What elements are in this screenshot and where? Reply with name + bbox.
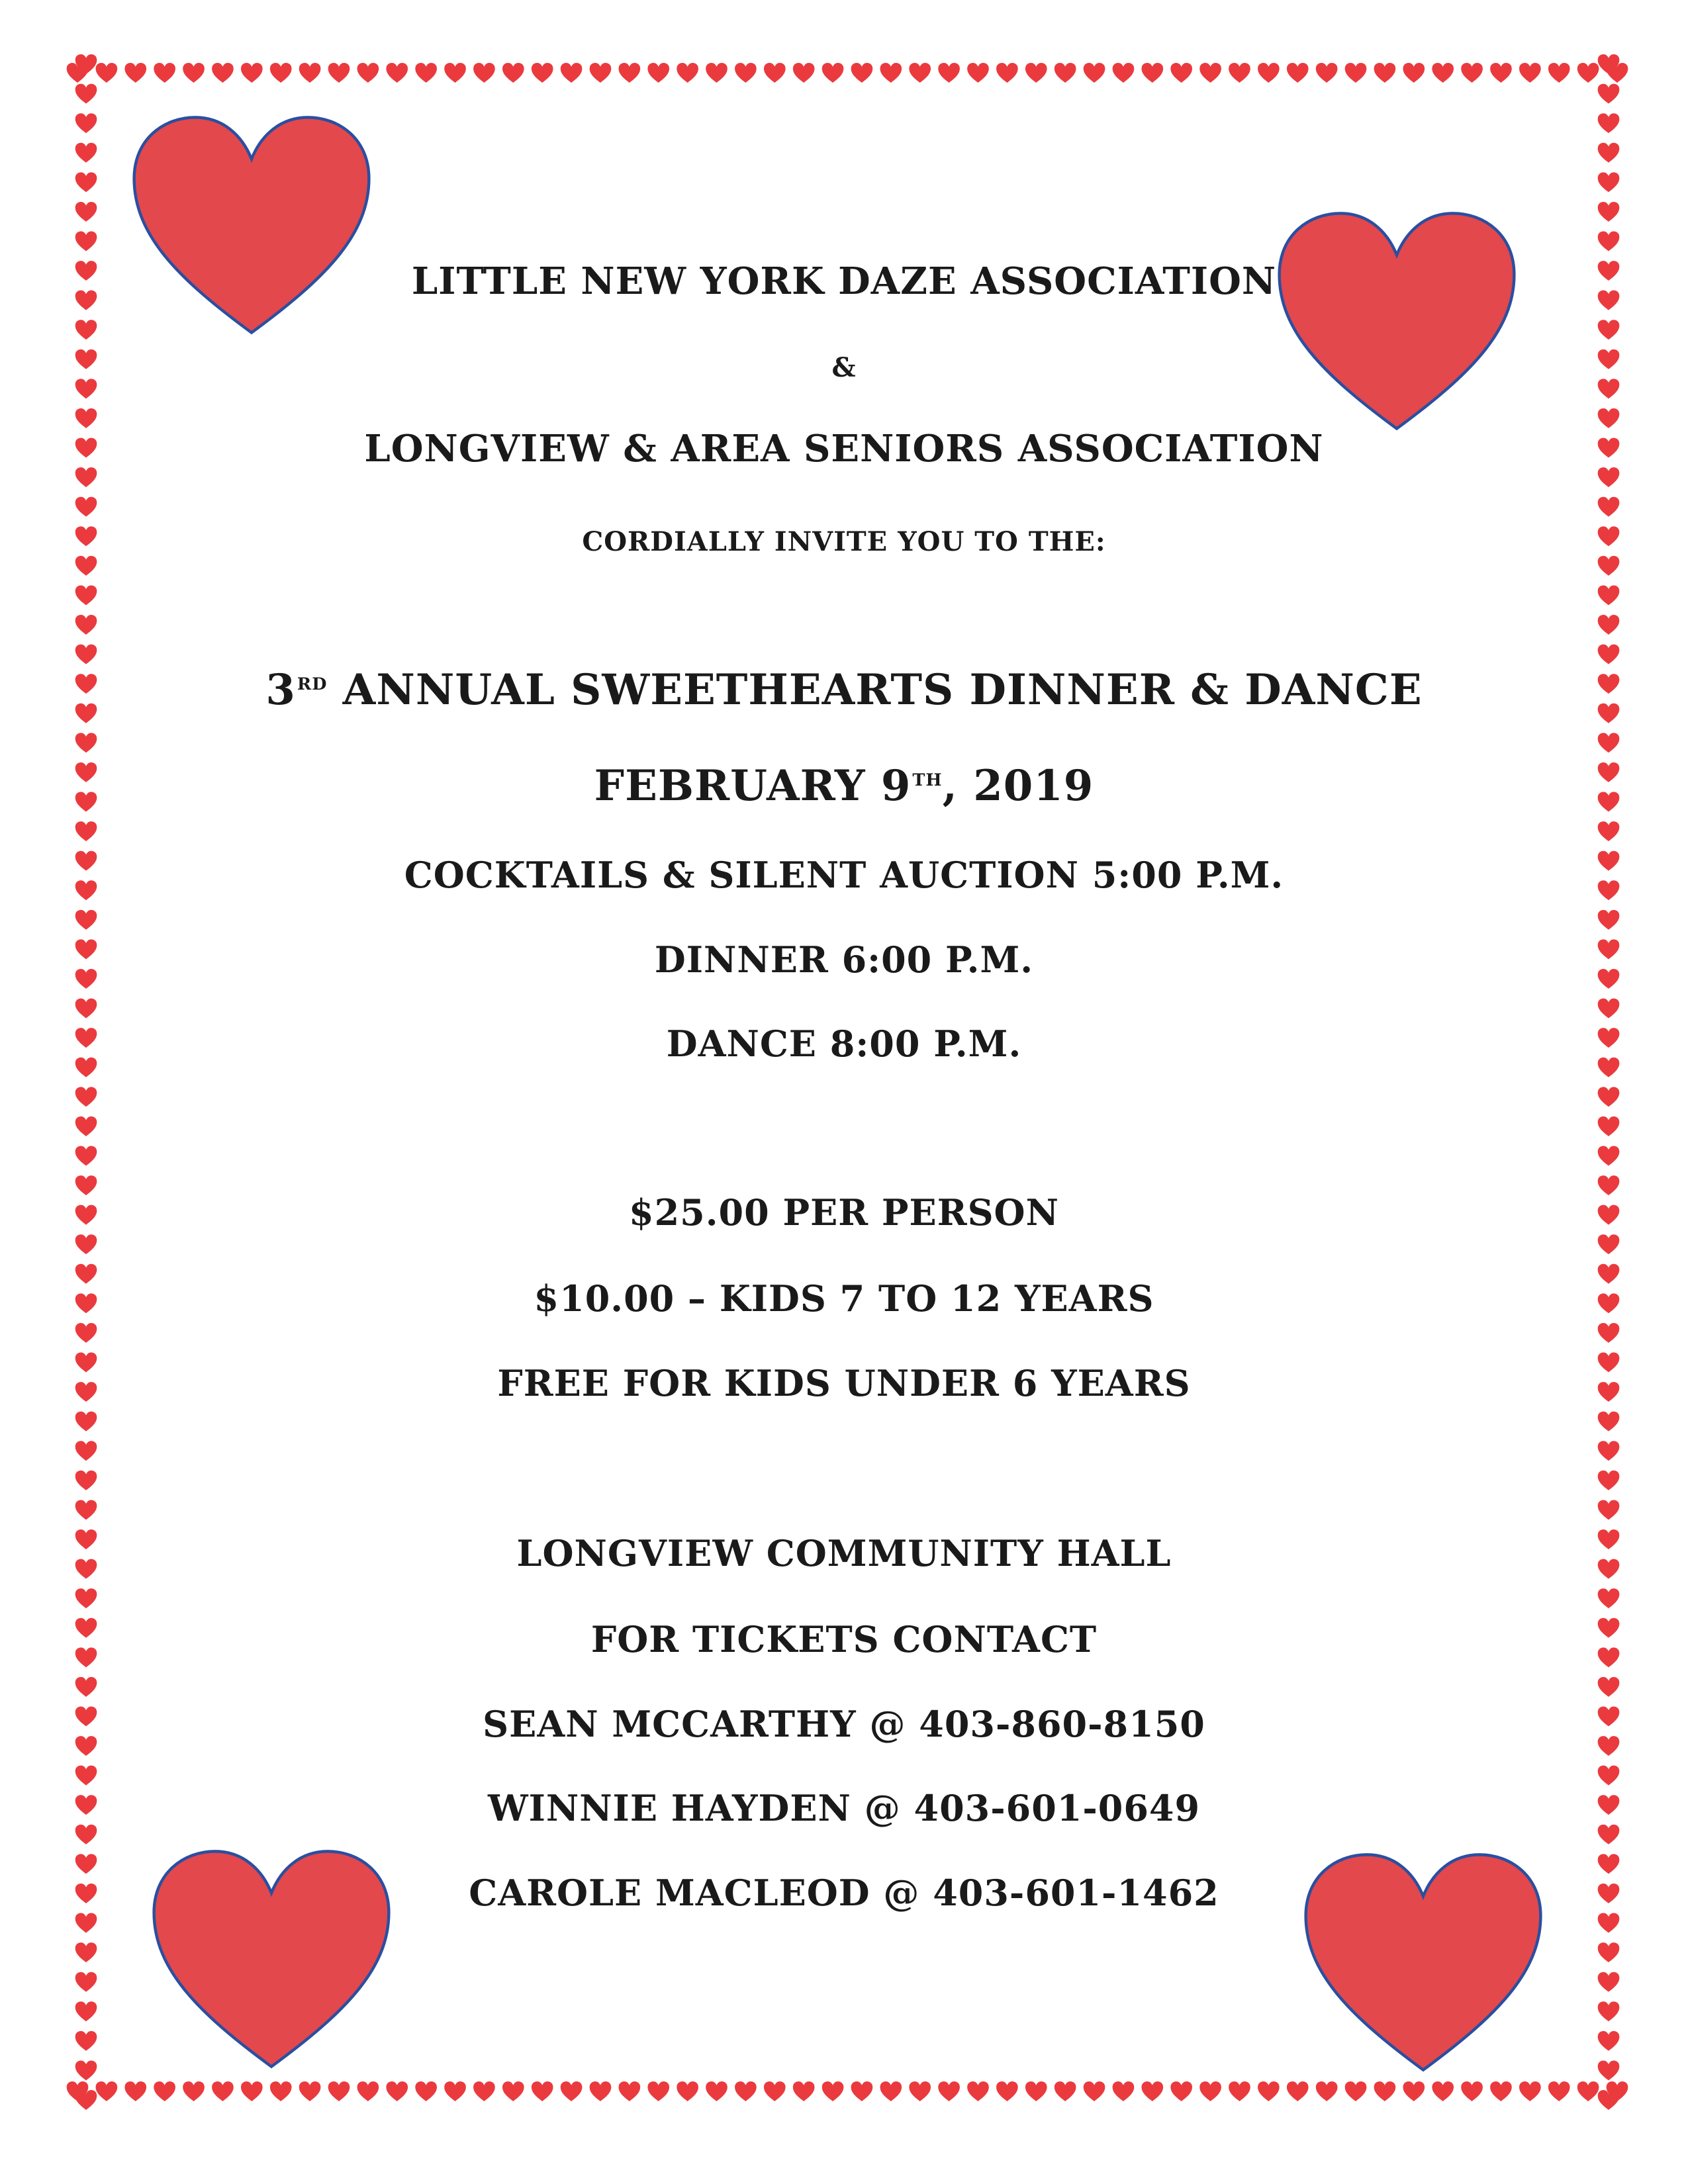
border-heart-icon	[75, 172, 97, 192]
organization-name-1: LITTLE NEW YORK DAZE ASSOCIATION	[411, 259, 1277, 303]
border-heart-icon	[473, 2081, 495, 2101]
border-heart-icon	[822, 2081, 844, 2101]
border-heart-icon	[1287, 63, 1309, 83]
free-kids-price: FREE FOR KIDS UNDER 6 YEARS	[497, 1362, 1191, 1404]
dinner-time: DINNER 6:00 P.M.	[654, 938, 1034, 981]
border-heart-icon	[75, 143, 97, 163]
border-heart-icon	[1598, 2060, 1620, 2080]
border-heart-icon	[75, 1854, 97, 1874]
border-heart-icon	[1598, 1588, 1620, 1608]
border-heart-icon	[1598, 202, 1620, 222]
border-heart-icon	[1025, 2081, 1047, 2101]
border-heart-icon	[1199, 2081, 1221, 2101]
border-heart-icon	[1598, 320, 1620, 340]
cocktails-time: COCKTAILS & SILENT AUCTION 5:00 P.M.	[404, 854, 1284, 896]
border-heart-icon	[677, 2081, 698, 2101]
border-heart-icon	[677, 63, 698, 83]
border-heart-icon	[967, 63, 989, 83]
venue-name: LONGVIEW COMMUNITY HALL	[516, 1532, 1172, 1574]
border-heart-icon	[357, 63, 379, 83]
border-heart-icon	[909, 63, 931, 83]
border-heart-icon	[1598, 1471, 1620, 1490]
border-heart-icon	[1432, 63, 1454, 83]
border-heart-icon	[75, 1441, 97, 1461]
contact-2: WINNIE HAYDEN @ 403-601-0649	[487, 1787, 1201, 1829]
border-heart-icon	[1598, 172, 1620, 192]
border-heart-icon	[938, 63, 960, 83]
border-heart-icon	[1598, 84, 1620, 104]
border-heart-icon	[1258, 2081, 1280, 2101]
border-heart-icon	[764, 2081, 786, 2101]
border-heart-icon	[735, 2081, 757, 2101]
border-heart-icon	[1598, 2001, 1620, 2021]
border-heart-icon	[473, 63, 495, 83]
border-heart-icon	[75, 54, 97, 74]
border-heart-icon	[1374, 63, 1396, 83]
ordinal-number: 3	[265, 665, 296, 715]
border-heart-icon	[590, 2081, 612, 2101]
event-date-year: , 2019	[942, 761, 1094, 811]
border-heart-icon	[1519, 2081, 1541, 2101]
border-heart-icon	[647, 63, 669, 83]
border-heart-icon	[1548, 2081, 1570, 2101]
border-heart-icon	[1598, 1766, 1620, 1786]
border-heart-icon	[502, 63, 524, 83]
border-heart-icon	[619, 63, 641, 83]
border-heart-icon	[328, 63, 350, 83]
border-heart-icon	[357, 2081, 379, 2101]
dance-time: DANCE 8:00 P.M.	[666, 1023, 1022, 1065]
border-heart-icon	[880, 63, 902, 83]
border-heart-icon	[1598, 1913, 1620, 1933]
border-heart-icon	[1598, 999, 1620, 1019]
border-heart-icon	[1598, 113, 1620, 133]
border-heart-icon	[75, 1087, 97, 1107]
border-heart-icon	[793, 2081, 815, 2101]
border-heart-icon	[996, 2081, 1018, 2101]
border-heart-icon	[1199, 63, 1221, 83]
border-heart-icon	[822, 63, 844, 83]
border-heart-icon	[75, 733, 97, 752]
border-heart-icon	[1598, 556, 1620, 576]
border-heart-icon	[75, 1588, 97, 1608]
border-heart-icon	[75, 1412, 97, 1432]
border-heart-icon	[532, 63, 553, 83]
border-heart-icon	[75, 1323, 97, 1343]
border-heart-icon	[647, 2081, 669, 2101]
border-heart-icon	[1598, 1323, 1620, 1343]
border-heart-icon	[1598, 54, 1620, 74]
border-heart-icon	[1490, 63, 1512, 83]
adult-price: $25.00 PER PERSON	[629, 1191, 1059, 1234]
border-heart-icon	[1403, 2081, 1425, 2101]
border-heart-icon	[1598, 1942, 1620, 1962]
border-heart-icon	[706, 2081, 727, 2101]
border-heart-icon	[75, 1471, 97, 1490]
border-heart-icon	[1598, 1412, 1620, 1432]
border-heart-icon	[502, 2081, 524, 2101]
border-heart-icon	[241, 63, 263, 83]
border-heart-icon	[1170, 63, 1192, 83]
border-heart-icon	[1113, 2081, 1135, 2101]
border-heart-icon	[75, 232, 97, 251]
border-heart-icon	[996, 63, 1018, 83]
border-heart-icon	[1598, 1500, 1620, 1520]
border-heart-icon	[75, 2060, 97, 2080]
border-heart-icon	[386, 63, 408, 83]
border-heart-icon	[619, 2081, 641, 2101]
border-heart-icon	[75, 497, 97, 517]
border-heart-icon	[909, 2081, 931, 2101]
border-heart-icon	[1598, 2031, 1620, 2051]
border-heart-icon	[1598, 1441, 1620, 1461]
border-heart-icon	[1598, 232, 1620, 251]
border-heart-icon	[1432, 2081, 1454, 2101]
contact-3: CAROLE MACLEOD @ 403-601-1462	[469, 1872, 1219, 1914]
border-heart-icon	[75, 1500, 97, 1520]
border-heart-icon	[75, 408, 97, 428]
border-heart-icon	[75, 320, 97, 340]
event-title-text: ANNUAL SWEETHEARTS DINNER & DANCE	[342, 665, 1423, 715]
border-heart-icon	[415, 2081, 437, 2101]
border-heart-icon	[1345, 2081, 1367, 2101]
border-heart-icon	[75, 999, 97, 1019]
border-heart-icon	[1519, 63, 1541, 83]
border-heart-icon	[75, 585, 97, 605]
border-heart-icon	[75, 1116, 97, 1136]
border-heart-icon	[386, 2081, 408, 2101]
border-heart-icon	[75, 2090, 97, 2110]
border-heart-icon	[75, 1913, 97, 1933]
border-heart-icon	[444, 2081, 466, 2101]
border-heart-icon	[1403, 63, 1425, 83]
border-heart-icon	[241, 2081, 263, 2101]
border-heart-icon	[1461, 2081, 1483, 2101]
border-heart-icon	[124, 2081, 146, 2101]
invitation-text: CORDIALLY INVITE YOU TO THE:	[582, 526, 1106, 557]
heart-border-top	[66, 53, 1628, 93]
border-heart-icon	[154, 2081, 175, 2101]
border-heart-icon	[1598, 645, 1620, 664]
kids-price: $10.00 – KIDS 7 TO 12 YEARS	[534, 1277, 1154, 1320]
event-date-month: FEBRUARY 9	[594, 761, 912, 811]
border-heart-icon	[75, 84, 97, 104]
border-heart-icon	[75, 2031, 97, 2051]
border-heart-icon	[1598, 143, 1620, 163]
border-heart-icon	[1113, 63, 1135, 83]
border-heart-icon	[212, 2081, 234, 2101]
border-heart-icon	[75, 1942, 97, 1962]
border-heart-icon	[1598, 733, 1620, 752]
event-title	[0, 665, 1688, 715]
border-heart-icon	[1598, 1116, 1620, 1136]
border-heart-icon	[1055, 63, 1076, 83]
heart-icon	[1274, 208, 1519, 433]
border-heart-icon	[1598, 1854, 1620, 1874]
border-heart-icon	[1084, 2081, 1105, 2101]
border-heart-icon	[212, 63, 234, 83]
border-heart-icon	[561, 63, 583, 83]
border-heart-icon	[1598, 408, 1620, 428]
border-heart-icon	[1287, 2081, 1309, 2101]
border-heart-icon	[124, 63, 146, 83]
border-heart-icon	[75, 910, 97, 930]
border-heart-icon	[75, 1234, 97, 1254]
border-heart-icon	[706, 63, 727, 83]
event-date	[0, 761, 1688, 811]
border-heart-icon	[851, 2081, 873, 2101]
border-heart-icon	[967, 2081, 989, 2101]
border-heart-icon	[299, 63, 321, 83]
border-heart-icon	[1598, 2090, 1620, 2110]
organization-name-2: LONGVIEW & AREA SENIORS ASSOCIATION	[364, 427, 1324, 471]
border-heart-icon	[880, 2081, 902, 2101]
border-heart-icon	[1490, 2081, 1512, 2101]
border-heart-icon	[590, 63, 612, 83]
border-heart-icon	[1025, 63, 1047, 83]
border-heart-icon	[1598, 615, 1620, 635]
border-heart-icon	[1598, 585, 1620, 605]
tickets-heading: FOR TICKETS CONTACT	[590, 1618, 1098, 1661]
border-heart-icon	[299, 2081, 321, 2101]
border-heart-icon	[793, 63, 815, 83]
border-heart-icon	[938, 2081, 960, 2101]
border-heart-icon	[1229, 63, 1250, 83]
border-heart-icon	[1461, 63, 1483, 83]
border-heart-icon	[735, 63, 757, 83]
border-heart-icon	[1084, 63, 1105, 83]
border-heart-icon	[415, 63, 437, 83]
border-heart-icon	[1374, 2081, 1396, 2101]
border-heart-icon	[1316, 63, 1338, 83]
border-heart-icon	[75, 1972, 97, 1992]
border-heart-icon	[183, 2081, 205, 2101]
border-heart-icon	[1548, 63, 1570, 83]
border-heart-icon	[75, 821, 97, 841]
border-heart-icon	[183, 63, 205, 83]
border-heart-icon	[75, 615, 97, 635]
contact-1: SEAN MCCARTHY @ 403-860-8150	[483, 1703, 1205, 1745]
border-heart-icon	[1598, 497, 1620, 517]
border-heart-icon	[154, 63, 175, 83]
border-heart-icon	[1598, 910, 1620, 930]
border-heart-icon	[75, 113, 97, 133]
border-heart-icon	[561, 2081, 583, 2101]
border-heart-icon	[1598, 1677, 1620, 1697]
ampersand: &	[831, 352, 857, 383]
border-heart-icon	[75, 645, 97, 664]
ordinal-suffix: RD	[297, 674, 328, 694]
border-heart-icon	[1598, 1234, 1620, 1254]
heart-border-bottom	[66, 2071, 1628, 2111]
border-heart-icon	[1316, 2081, 1338, 2101]
border-heart-icon	[75, 556, 97, 576]
border-heart-icon	[532, 2081, 553, 2101]
border-heart-icon	[1345, 63, 1367, 83]
border-heart-icon	[328, 2081, 350, 2101]
border-heart-icon	[75, 1766, 97, 1786]
border-heart-icon	[1598, 1972, 1620, 1992]
border-heart-icon	[1598, 1146, 1620, 1165]
border-heart-icon	[270, 63, 292, 83]
border-heart-icon	[851, 63, 873, 83]
heart-icon	[129, 113, 374, 338]
border-heart-icon	[1141, 63, 1163, 83]
border-heart-icon	[75, 1146, 97, 1165]
border-heart-icon	[75, 2001, 97, 2021]
border-heart-icon	[75, 1677, 97, 1697]
border-heart-icon	[1258, 63, 1280, 83]
border-heart-icon	[270, 2081, 292, 2101]
border-heart-icon	[1055, 2081, 1076, 2101]
border-heart-icon	[764, 63, 786, 83]
border-heart-icon	[444, 63, 466, 83]
border-heart-icon	[1141, 2081, 1163, 2101]
event-date-suffix: TH	[912, 770, 943, 790]
border-heart-icon	[1598, 1087, 1620, 1107]
border-heart-icon	[1170, 2081, 1192, 2101]
border-heart-icon	[1598, 821, 1620, 841]
border-heart-icon	[75, 202, 97, 222]
border-heart-icon	[1229, 2081, 1250, 2101]
